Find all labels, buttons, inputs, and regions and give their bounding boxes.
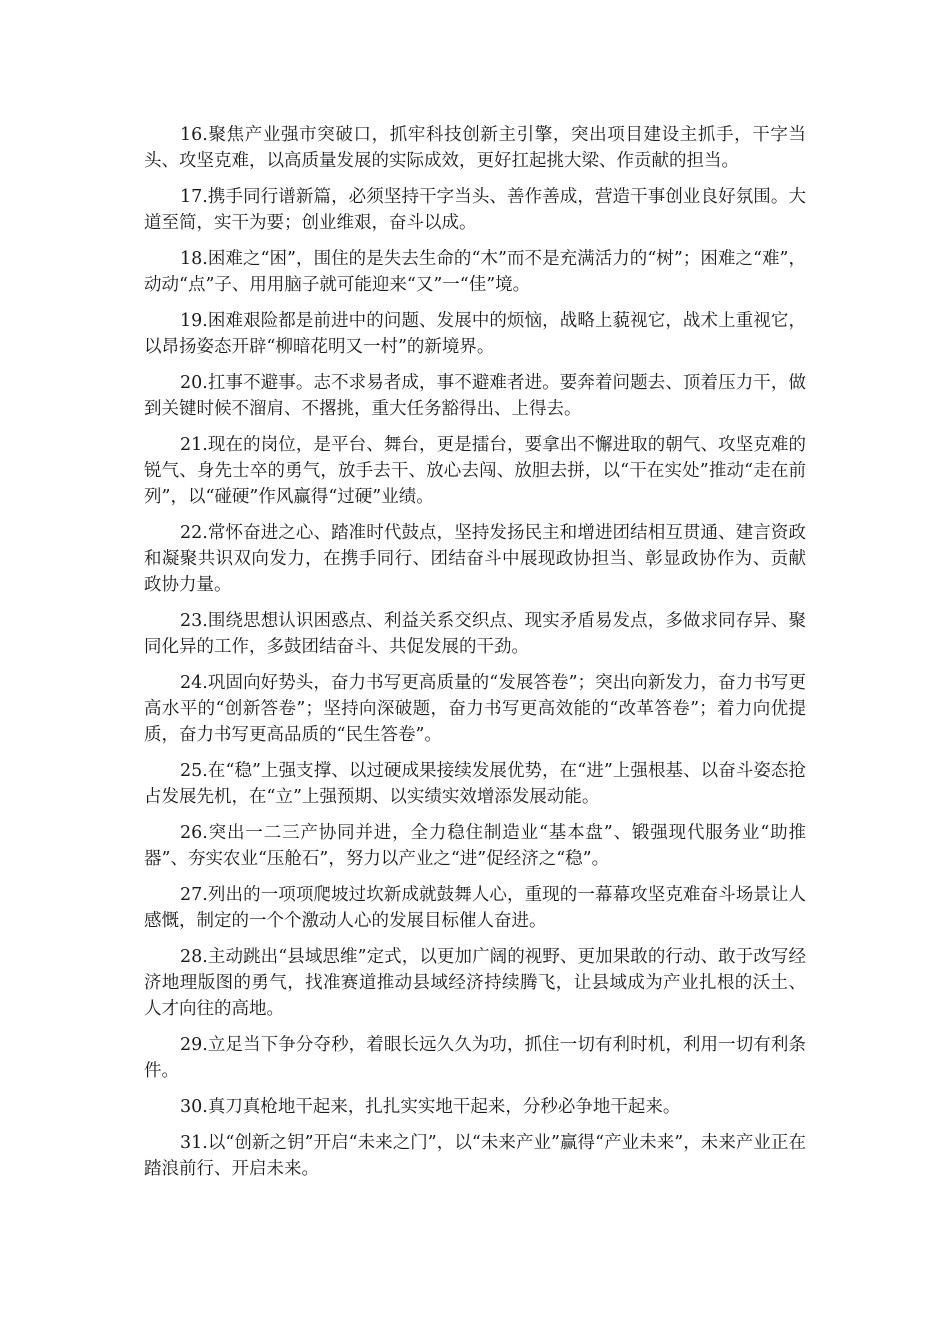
document-page bbox=[144, 122, 806, 1192]
paragraph-29: 29.立足当下争分夺秒，着眼长远久久为功，抓住一切有利时机，利用一切有利条件。 bbox=[144, 1035, 806, 1081]
paragraph-16: 16.聚焦产业强市突破口，抓牢科技创新主引擎，突出项目建设主抓手，干字当头、攻坚克难，以高质量发展的实际成效，更好扛起挑大梁、作贡献的担当。 bbox=[144, 125, 806, 171]
paragraph-22: 22.常怀奋进之心、踏准时代鼓点，坚持发扬民主和增进团结相互贯通、建言资政和凝聚共识双向发力，在携手同行、团结奋斗中展现政协担当、彰显政协作为、贡献政协力量。 bbox=[144, 523, 806, 595]
paragraph-21: 21.现在的岗位，是平台、舞台，更是擂台，要拿出不懈进取的朝气、攻坚克难的锐气、身先士卒的勇气，放手去干、放心去闯、放胆去拼，以“干在实处”推动“走在前列”，以“碰硬”作风赢得“过硬”业绩。 bbox=[144, 435, 806, 507]
paragraph-28: 28.主动跳出“县域思维”定式，以更加广阔的视野、更加果敢的行动、敢于改写经济地理版图的勇气，找准赛道推动县域经济持续腾飞，让县域成为产业扎根的沃土、人才向往的高地。 bbox=[144, 947, 806, 1019]
paragraph-19: 19.困难艰险都是前进中的问题、发展中的烦恼，战略上藐视它，战术上重视它，以昂扬姿态开辟“柳暗花明又一村”的新境界。 bbox=[144, 311, 806, 357]
paragraph-26: 26.突出一二三产协同并进，全力稳住制造业“基本盘”、锻强现代服务业“助推器”、夯实农业“压舱石”，努力以产业之“进”促经济之“稳”。 bbox=[144, 823, 806, 869]
paragraph-24: 24.巩固向好势头，奋力书写更高质量的“发展答卷”；突出向新发力，奋力书写更高水平的“创新答卷”；坚持向深破题，奋力书写更高效能的“改革答卷”；着力向优提质，奋力书写更高品质的“民生答卷”。 bbox=[144, 673, 806, 745]
paragraph-30: 30.真刀真枪地干起来，扎扎实实地干起来，分秒必争地干起来。 bbox=[180, 1097, 681, 1117]
paragraph-27: 27.列出的一项项爬坡过坎新成就鼓舞人心，重现的一幕幕攻坚克难奋斗场景让人感慨，制定的一个个激动人心的发展目标催人奋进。 bbox=[144, 885, 806, 931]
paragraph-20: 20.扛事不避事。志不求易者成，事不避难者进。要奔着问题去、顶着压力干，做到关键时候不溜肩、不撂挑，重大任务豁得出、上得去。 bbox=[144, 373, 806, 419]
paragraph-18: 18.困难之“困”，围住的是失去生命的“木”而不是充满活力的“树”；困难之“难”，动动“点”子、用用脑子就可能迎来“又”一“佳”境。 bbox=[144, 249, 806, 295]
paragraph-31: 31.以“创新之钥”开启“未来之门”，以“未来产业”赢得“产业未来”，未来产业正在踏浪前行、开启未来。 bbox=[144, 1133, 806, 1179]
paragraph-23: 23.围绕思想认识困惑点、利益关系交织点、现实矛盾易发点，多做求同存异、聚同化异的工作，多鼓团结奋斗、共促发展的干劲。 bbox=[144, 611, 806, 657]
paragraph-25: 25.在“稳”上强支撑、以过硬成果接续发展优势，在“进”上强根基、以奋斗姿态抢占发展先机，在“立”上强预期、以实绩实效增添发展动能。 bbox=[144, 761, 806, 807]
paragraph-17: 17.携手同行谱新篇，必须坚持干字当头、善作善成，营造干事创业良好氛围。大道至简，实干为要；创业维艰，奋斗以成。 bbox=[144, 187, 806, 233]
